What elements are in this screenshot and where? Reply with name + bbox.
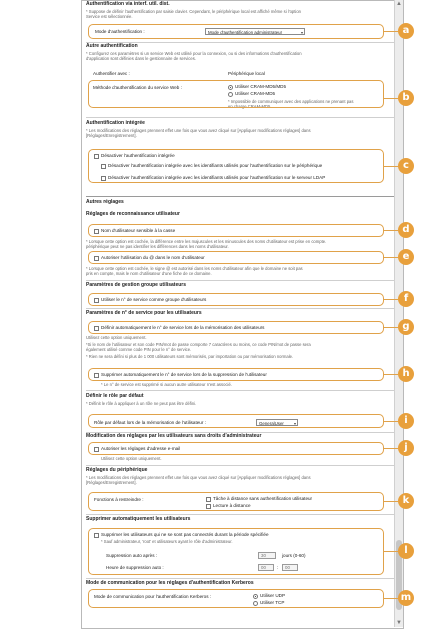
callout-badge-f: f bbox=[398, 291, 414, 307]
case-sensitive-label: Nom d'utilisateur sensible à la casse bbox=[101, 228, 176, 233]
at-note: * Lorsque cette option est cochée, le signe @ est autorisé dans les noms d'utilisateur afin que le domaine ne soit pas bbox=[86, 266, 303, 271]
delete-time-label: Heure de suppression auto : bbox=[106, 565, 164, 570]
web-note2: en charge CRAM-MD5. bbox=[228, 104, 272, 109]
chevron-down-icon: ▾ bbox=[293, 421, 296, 426]
other-settings-title: Autres réglages bbox=[86, 199, 124, 205]
other-auth-title: Autre authentification bbox=[86, 43, 138, 49]
callout-badge-m: m bbox=[398, 590, 414, 606]
auth-mode-label: Mode d'authentification : bbox=[95, 29, 145, 34]
callout-box-b bbox=[88, 80, 384, 108]
time-separator: : bbox=[277, 565, 279, 570]
dept-title: Paramètres de n° de service pour les utilisateurs bbox=[86, 310, 202, 316]
group-title: Paramètres de gestion groupe utilisateurs bbox=[86, 282, 187, 288]
web-option-2: Utiliser CRAM-MD5 bbox=[235, 91, 276, 96]
nonadmin-title: Modification des réglages par les utilisateurs sans droits d'administrateur bbox=[86, 433, 262, 439]
callout-badge-d: d bbox=[398, 222, 414, 238]
callout-badge-g: g bbox=[398, 319, 414, 335]
role-label: Rôle par défaut lors de la mémorisation de l'utilisateur : bbox=[94, 420, 206, 425]
dept-delete-note: * Le n° de service est supprimé si aucun autre utilisateur n'est associé. bbox=[101, 382, 232, 387]
integrated-auth-note2: [Réglages/Enregistrement]. bbox=[86, 133, 137, 138]
delete-after-input[interactable]: 30 bbox=[258, 552, 276, 559]
callout-line-k bbox=[384, 501, 398, 502]
dept-delete-label: Supprimer automatiquement le n° de service lors de la suppression de l'utilisateur bbox=[101, 372, 267, 377]
callout-line-l bbox=[384, 551, 398, 552]
callout-line-i bbox=[384, 421, 398, 422]
callout-line-c bbox=[384, 166, 398, 167]
divider bbox=[86, 280, 394, 281]
disable-ldap-auth-label: Désactiver l'authentification intégrée avec les identifiants utilisés pour l'authentification sur le serveur LDAP bbox=[108, 175, 326, 180]
scroll-up-icon[interactable]: ▲ bbox=[396, 1, 402, 7]
divider bbox=[86, 196, 394, 197]
delete-after-label: Suppression auto après : bbox=[106, 553, 158, 558]
disable-device-auth-label: Désactiver l'authentification intégrée avec les identifiants utilisés pour l'authentification sur le périphérique bbox=[108, 163, 323, 168]
restrict-label: Fonctions à restreindre : bbox=[94, 497, 144, 502]
case-note2: périphérique peut ne pas identifier les différences dans les noms d'utilisateur. bbox=[86, 244, 229, 249]
role-note: * Définit le rôle à appliquer à un rôle ne peut pas être défini. bbox=[86, 401, 197, 406]
callout-box-d bbox=[88, 224, 384, 237]
callout-box-f bbox=[88, 293, 384, 306]
divider bbox=[86, 117, 394, 118]
remote-auth-note: * Suppose de définir l'authentification par saisie clavier. Cependant, le périphérique local est affiché même si l'option bbox=[86, 9, 301, 14]
auth-with-label: Authentifier avec : bbox=[93, 71, 130, 76]
device-note2: [Réglages/Enregistrement]. bbox=[86, 480, 137, 485]
callout-box-e bbox=[88, 251, 384, 264]
web-note: * Impossible de communiquer avec des applications ne prenant pas bbox=[228, 99, 354, 104]
autodelete-title: Supprimer automatiquement les utilisateurs bbox=[86, 516, 191, 522]
delete-hour-input[interactable]: 00 bbox=[258, 564, 274, 571]
callout-box-k bbox=[88, 492, 384, 511]
remote-auth-title: Authentification via interf. util. dist. bbox=[86, 1, 170, 7]
callout-box-c bbox=[88, 149, 384, 183]
callout-line-a bbox=[384, 31, 398, 32]
email-note: Utilisez cette option uniquement. bbox=[101, 456, 162, 461]
callout-badge-e: e bbox=[398, 249, 414, 265]
device-title: Réglages du périphérique bbox=[86, 467, 148, 473]
disable-integrated-label: Désactiver l'authentification intégrée bbox=[101, 153, 175, 158]
callout-badge-j: j bbox=[398, 440, 414, 456]
at-note2: pris en compte, mais le nom d'utilisateur d'une fiche de ce domaine. bbox=[86, 271, 212, 276]
callout-line-d bbox=[384, 230, 398, 231]
callout-line-f bbox=[384, 299, 398, 300]
callout-badge-k: k bbox=[398, 493, 414, 509]
callout-line-e bbox=[384, 257, 398, 258]
device-note: * Les modifications des réglages prennent effet une fois que vous avez cliqué sur [Appliquer modifications réglages] dans bbox=[86, 475, 311, 480]
callout-badge-b: b bbox=[398, 90, 414, 106]
dept-note4: * Rien ne sera défini si plus de 1 000 utilisateurs sont mémorisés, par importation ou par mémorisation normale. bbox=[86, 354, 294, 359]
callout-line-j bbox=[384, 448, 398, 449]
role-title: Définir le rôle par défaut bbox=[86, 393, 144, 399]
callout-line-m bbox=[384, 598, 398, 599]
callout-box-m bbox=[88, 589, 384, 608]
callout-badge-h: h bbox=[398, 366, 414, 382]
callout-line-g bbox=[384, 327, 398, 328]
allow-email-label: Autoriser les réglages d'adresse e-mail bbox=[101, 446, 181, 451]
restrict-remote-job-label: Tâche à distance sans authentification utilisateur bbox=[213, 496, 313, 501]
auth-with-value: Périphérique local bbox=[228, 71, 265, 76]
delete-after-unit: jours (0-60) bbox=[282, 553, 306, 558]
dept-note: Utilisez cette option uniquement. bbox=[86, 335, 147, 340]
scroll-down-icon[interactable]: ▼ bbox=[396, 620, 402, 626]
integrated-auth-title: Authentification intégrée bbox=[86, 120, 145, 126]
callout-badge-i: i bbox=[398, 413, 414, 429]
delete-minute-input[interactable]: 00 bbox=[282, 564, 298, 571]
divider bbox=[86, 578, 394, 579]
kerberos-tcp-label: Utiliser TCP bbox=[260, 600, 285, 605]
callout-badge-c: c bbox=[398, 158, 414, 174]
other-auth-note2: d'application sont définies dans le gestionnaire de services. bbox=[86, 56, 196, 61]
autodelete-label: Supprimer les utilisateurs qui ne se sont pas connectés durant la période spécifiée bbox=[101, 532, 269, 537]
callout-badge-l: l bbox=[398, 543, 414, 559]
remote-auth-note2: Service est sélectionnée. bbox=[86, 14, 133, 19]
callout-box-a bbox=[88, 24, 384, 39]
callout-line-b bbox=[384, 98, 398, 99]
divider bbox=[86, 390, 394, 391]
callout-badge-a: a bbox=[398, 23, 414, 39]
dept-note3: également utilisé comme code PIN pour le n° de service. bbox=[86, 347, 192, 352]
callout-box-l bbox=[88, 528, 384, 575]
other-auth-note: * Configurez ces paramètres si un service Web est utilisé pour la connexion, ou si des informations d'authentification bbox=[86, 51, 302, 56]
case-note: * Lorsque cette option est cochée, la différence entre les majuscules et les minuscules des noms d'utilisateur est prise en compte. bbox=[86, 239, 327, 244]
divider bbox=[86, 308, 394, 309]
autodelete-note: * Sauf administrateur, 'root' et utilisateurs ayant le rôle d'administrateur. bbox=[101, 539, 233, 544]
allow-at-label: Autoriser l'utilisation du @ dans le nom d'utilisateur bbox=[101, 255, 205, 260]
kerberos-udp-label: Utiliser UDP bbox=[260, 593, 286, 598]
auth-mode-select[interactable]: Mode d'authentification administrateur ▾ bbox=[205, 28, 305, 35]
kerberos-label: Mode de communication pour l'authentification Kerberos : bbox=[94, 594, 212, 599]
chevron-down-icon: ▾ bbox=[300, 30, 303, 35]
recognition-title: Réglages de reconnaissance utilisateur bbox=[86, 211, 180, 217]
callout-box-h bbox=[88, 368, 384, 381]
kerberos-title: Mode de communication pour les réglages d'authentification Kerberos bbox=[86, 580, 254, 586]
divider bbox=[86, 514, 394, 515]
callout-box-j bbox=[88, 442, 384, 455]
dept-note2: *Si le nom de l'utilisateur et son code PIN/mot de passe comporte 7 caractères ou moins, ce code PIN/mot de passe sera bbox=[86, 342, 311, 347]
restrict-remote-scan-label: Lecture à distance bbox=[213, 503, 251, 508]
dept-as-group-label: Utiliser le n° de service comme groupe d'utilisateurs bbox=[101, 297, 207, 302]
callout-box-g bbox=[88, 321, 384, 334]
web-option-1: Utiliser CRAM-MD5/MD5 bbox=[235, 84, 287, 89]
dept-auto-label: Définir automatiquement le n° de service lors de la mémorisation des utilisateurs bbox=[101, 325, 265, 330]
callout-line-h bbox=[384, 374, 398, 375]
web-method-label: Méthode d'authentification du service Web : bbox=[93, 85, 182, 90]
callout-box-i bbox=[88, 414, 384, 428]
default-role-select[interactable]: GeneralUser ▾ bbox=[256, 419, 298, 426]
divider bbox=[86, 465, 394, 466]
integrated-auth-note: * Les modifications des réglages prennent effet une fois que vous avez cliqué sur [Appliquer modifications réglages] dans bbox=[86, 128, 311, 133]
